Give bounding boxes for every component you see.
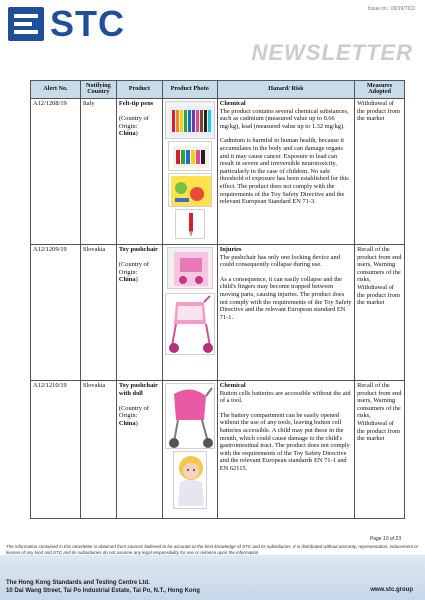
origin-label: (Country of Origin:	[118, 261, 149, 276]
hazard-risk-cell	[217, 380, 354, 518]
origin-country: China	[118, 276, 136, 284]
table-header-row	[31, 81, 405, 99]
product-cell: Toy pushchair (Country of Origin: China)	[116, 244, 162, 380]
product-cell: Toy pushchair with doll (Country of Origin: China)	[116, 380, 162, 518]
stc-logo	[8, 3, 125, 44]
header-alert-no: Alert No.	[31, 81, 81, 99]
stc-logo-text: STC	[50, 3, 125, 44]
header-measures-adopted: Measures Adopted	[355, 81, 405, 99]
header-product: Product	[116, 81, 162, 99]
country-cell: Slovakia	[80, 244, 116, 380]
footer-disclaimer: The information contained in this newsletter is obtained from sources believed to be accurate to the best knowledge of STC and its subsidiaries. It is distributed without warranty, representation, inducement or license of any kind and STC and its subsidiaries do not assume any legal responsibility for use or reliance upon the information.	[6, 544, 419, 555]
hazard-type: Injuries	[219, 246, 242, 254]
stc-logo-mark-icon	[8, 7, 44, 41]
footer-website-link[interactable]: www.stc.group	[370, 587, 413, 593]
origin-label: (Country of Origin:	[118, 404, 149, 420]
country-cell: Italy	[80, 98, 116, 244]
product-name: Toy pushchair	[118, 246, 158, 254]
company-address: 10 Dai Wang Street, Tai Po Industrial Estate, Tai Po, N.T., Hong Kong	[6, 587, 200, 594]
origin-country: China	[118, 420, 136, 428]
risk-paragraph: The product contains several chemical substances, such as cadmium (measured value up to 0.66 mg/kg), lead (measured value up to 1.32 mg/kg).	[219, 107, 349, 130]
product-cell: Felt-tip pens (Country of Origin: China)	[116, 98, 162, 244]
page-number: Page 10 of 23	[369, 536, 401, 542]
header-hazard-risk: Hazard/ Risk	[217, 81, 354, 99]
hazard-type: Chemical	[219, 100, 246, 108]
header-product-photo: Product Photo	[162, 81, 217, 99]
felt-tip-pens-photo	[165, 101, 215, 239]
table-row	[31, 244, 405, 380]
country-cell: Slovakia	[80, 380, 116, 518]
risk-paragraph: Button cells batteries are accessible without the aid of a tool.	[219, 389, 351, 405]
header-notifying-country: Notifying Country	[80, 81, 116, 99]
measures-cell: Recall of the product from end users, Warning consumers of the risks, Withdrawal of the product from the market	[355, 380, 405, 518]
origin-label: (Country of Origin:	[118, 115, 149, 130]
issue-number: Issue no.: 09/19/TCD	[367, 6, 415, 12]
page-header	[0, 0, 425, 72]
alert-table	[30, 80, 405, 519]
risk-paragraph: The pushchair has only one locking device and could consequently collapse during use.	[219, 253, 340, 269]
risk-paragraph: Cadmium is harmful to human health, because it accumulates in the body and can damage organs and it may cause cancer. Exposure to lead can result in severe and irreversible neurotoxicity, particularly in the case of children. No safe threshold of exposure has been established for this effect. The product does not comply with the requirements of the Toy Safety Directive and the relevant European Standard EN 71-3.	[219, 137, 349, 206]
alert-no-cell: A12/1209/19	[31, 244, 81, 380]
product-photo-cell	[162, 380, 217, 518]
product-name: Felt-tip pens	[118, 100, 154, 108]
origin-country: China	[118, 130, 136, 138]
footer-company	[6, 580, 200, 595]
hazard-risk-cell	[217, 98, 354, 244]
measures-cell: Withdrawal of the product from the market	[355, 98, 405, 244]
table-row	[31, 98, 405, 244]
product-photo-cell	[162, 98, 217, 244]
alert-no-cell: A12/1208/19	[31, 98, 81, 244]
toy-pushchair-photo	[165, 247, 215, 357]
risk-paragraph: The battery compartment can be easily opened without the use of any tools, leaving button cell batteries accessible. A child may put these in the mouth, which could cause damage to the child's gastrointestinal tract. The product does not comply with the requirements of the Toy Safety Directive and the relevant European standards EN 71-1 and EN 62115.	[219, 411, 350, 473]
measures-cell: Recall of the product from end users, Warning consumers of the risks, Withdrawal of the product from the market	[355, 244, 405, 380]
product-photo-cell	[162, 244, 217, 380]
hazard-risk-cell	[217, 244, 354, 380]
alert-no-cell: A12/1210/19	[31, 380, 81, 518]
newsletter-title: NEWSLETTER	[251, 40, 413, 65]
product-name: Toy pushchair with doll	[118, 382, 158, 397]
table-row	[31, 380, 405, 518]
risk-paragraph: As a consequence, it can easily collapse and the child's fingers may become trapped between moving parts, causing injuries. The product does not comply with the requirements of the Toy Safety Directive and the relevant European standard EN 71-1.	[219, 275, 352, 321]
hazard-type: Chemical	[219, 382, 246, 390]
company-name: The Hong Kong Standards and Testing Centre Ltd.	[6, 580, 150, 586]
toy-pushchair-with-doll-photo	[165, 383, 215, 511]
